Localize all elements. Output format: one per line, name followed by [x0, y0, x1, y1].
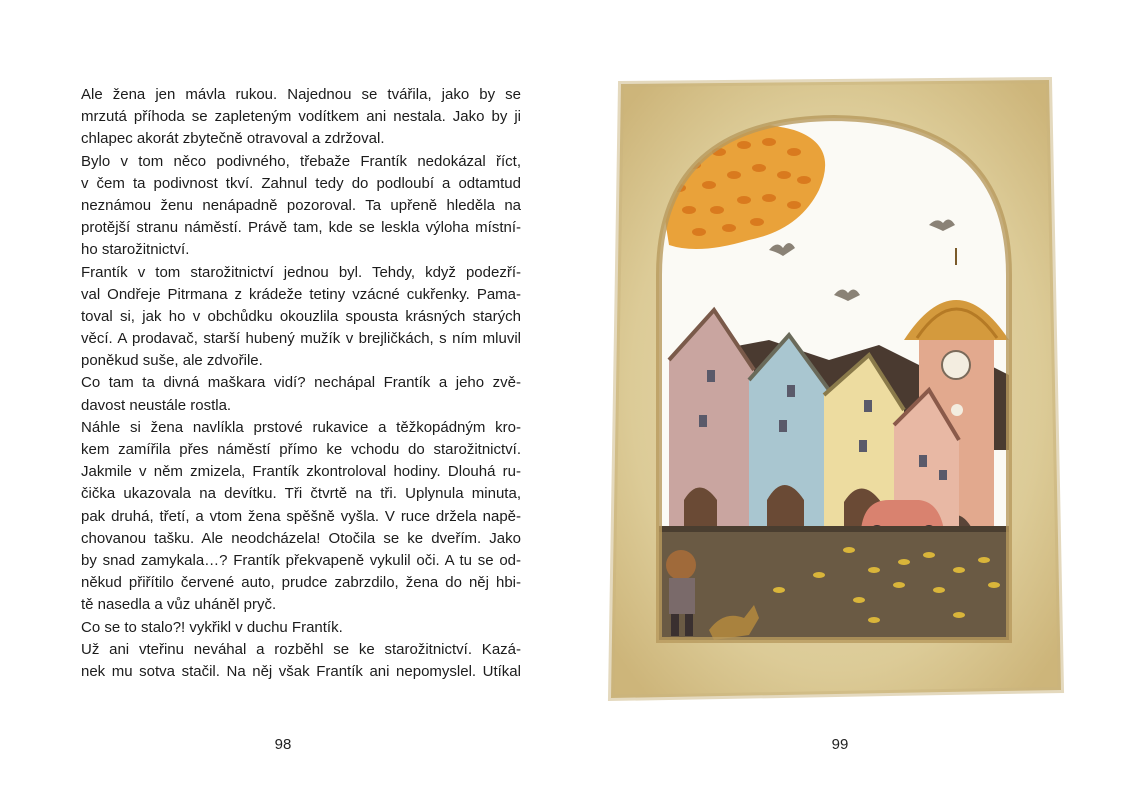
- text-line: by snad zamykala…? Frantík překvapeně vykulil oči. A tu se od-: [81, 551, 521, 569]
- text-line: val Ondřeje Pitrmana z krádeže tetiny vzácné cukřenky. Pama-: [81, 285, 521, 303]
- text-line: nek mu sotva stačil. Na něj však Frantík ani nepomyslel. Utíkal: [81, 662, 521, 680]
- text-line: Jakmile v něm zmizela, Frantík zkontroloval hodiny. Dlouhá ru-: [81, 463, 521, 481]
- text-line: pak druhá, třetí, a vtom žena spěšně vyšla. V ruce držela napě-: [81, 507, 521, 525]
- text-line: davost neustále rostla.: [81, 396, 232, 414]
- body-text: [81, 84, 521, 683]
- text-line: věcí. A prodavač, starší hubený mužík v brejličkách, s ním mluvil: [81, 330, 521, 348]
- text-line: Náhle si žena navlíkla prstové rukavice a těžkopádným kro-: [81, 418, 521, 436]
- page-number-right: 99: [831, 736, 849, 753]
- right-page: [563, 0, 1126, 800]
- window-view: [654, 110, 1019, 658]
- text-line: tě nasedla a vůz uháněl pryč.: [81, 596, 277, 614]
- text-line: Co tam ta divná maškara vidí? nechápal Frantík a jeho zvě-: [81, 374, 521, 392]
- text-line: chovanou tašku. Ale neodcházela! Otočila se ke dveřím. Jako: [81, 529, 521, 547]
- text-line: chlapec akorát zbytečně otravoval a zdržoval.: [81, 130, 385, 148]
- text-line: Už ani vteřinu neváhal a rozběhl se ke starožitnictví. Kazá-: [81, 640, 521, 658]
- page-number-left: 98: [274, 736, 292, 753]
- text-line: Co se to stalo?! vykřikl v duchu Frantík.: [81, 618, 343, 636]
- text-line: v čem ta podivnost tkví. Zahnul tedy do podloubí a odtamtud: [81, 174, 521, 192]
- text-line: toval si, jak ho v obchůdku okouzlila spousta krásných starých: [81, 307, 521, 325]
- text-line: protější stranu náměstí. Právě tam, kde se leskla výloha místní-: [81, 219, 521, 237]
- text-line: čička ukazovala na devítku. Tři čtvrtě na tři. Uplynula minuta,: [81, 485, 521, 503]
- text-line: Frantík v tom starožitnictví jednou byl. Tehdy, když podezří-: [81, 263, 521, 281]
- text-line: neznámou ženu nenápadně pozoroval. Ta upřeně hleděla na: [81, 196, 521, 214]
- illustration-window-view: [599, 70, 1069, 710]
- text-line: Ale žena jen mávla rukou. Najednou se tvářila, jako by se: [81, 86, 521, 103]
- text-line: mrzutá příhoda se zapleteným vodítkem ani nestala. Jako by ji: [81, 108, 521, 126]
- text-line: kem zamířila přes náměstí přímo ke vchodu do starožitnictví.: [81, 441, 521, 458]
- text-line: ho starožitnictví.: [81, 241, 190, 259]
- text-line: Bylo v tom něco podivného, třebaže Frantík nedokázal říct,: [81, 152, 521, 170]
- text-line: poněkud suše, ale zdvořile.: [81, 352, 263, 370]
- text-line: někud přiřítilo červené auto, prudce zabrzdilo, žena do něj hbi-: [81, 574, 521, 592]
